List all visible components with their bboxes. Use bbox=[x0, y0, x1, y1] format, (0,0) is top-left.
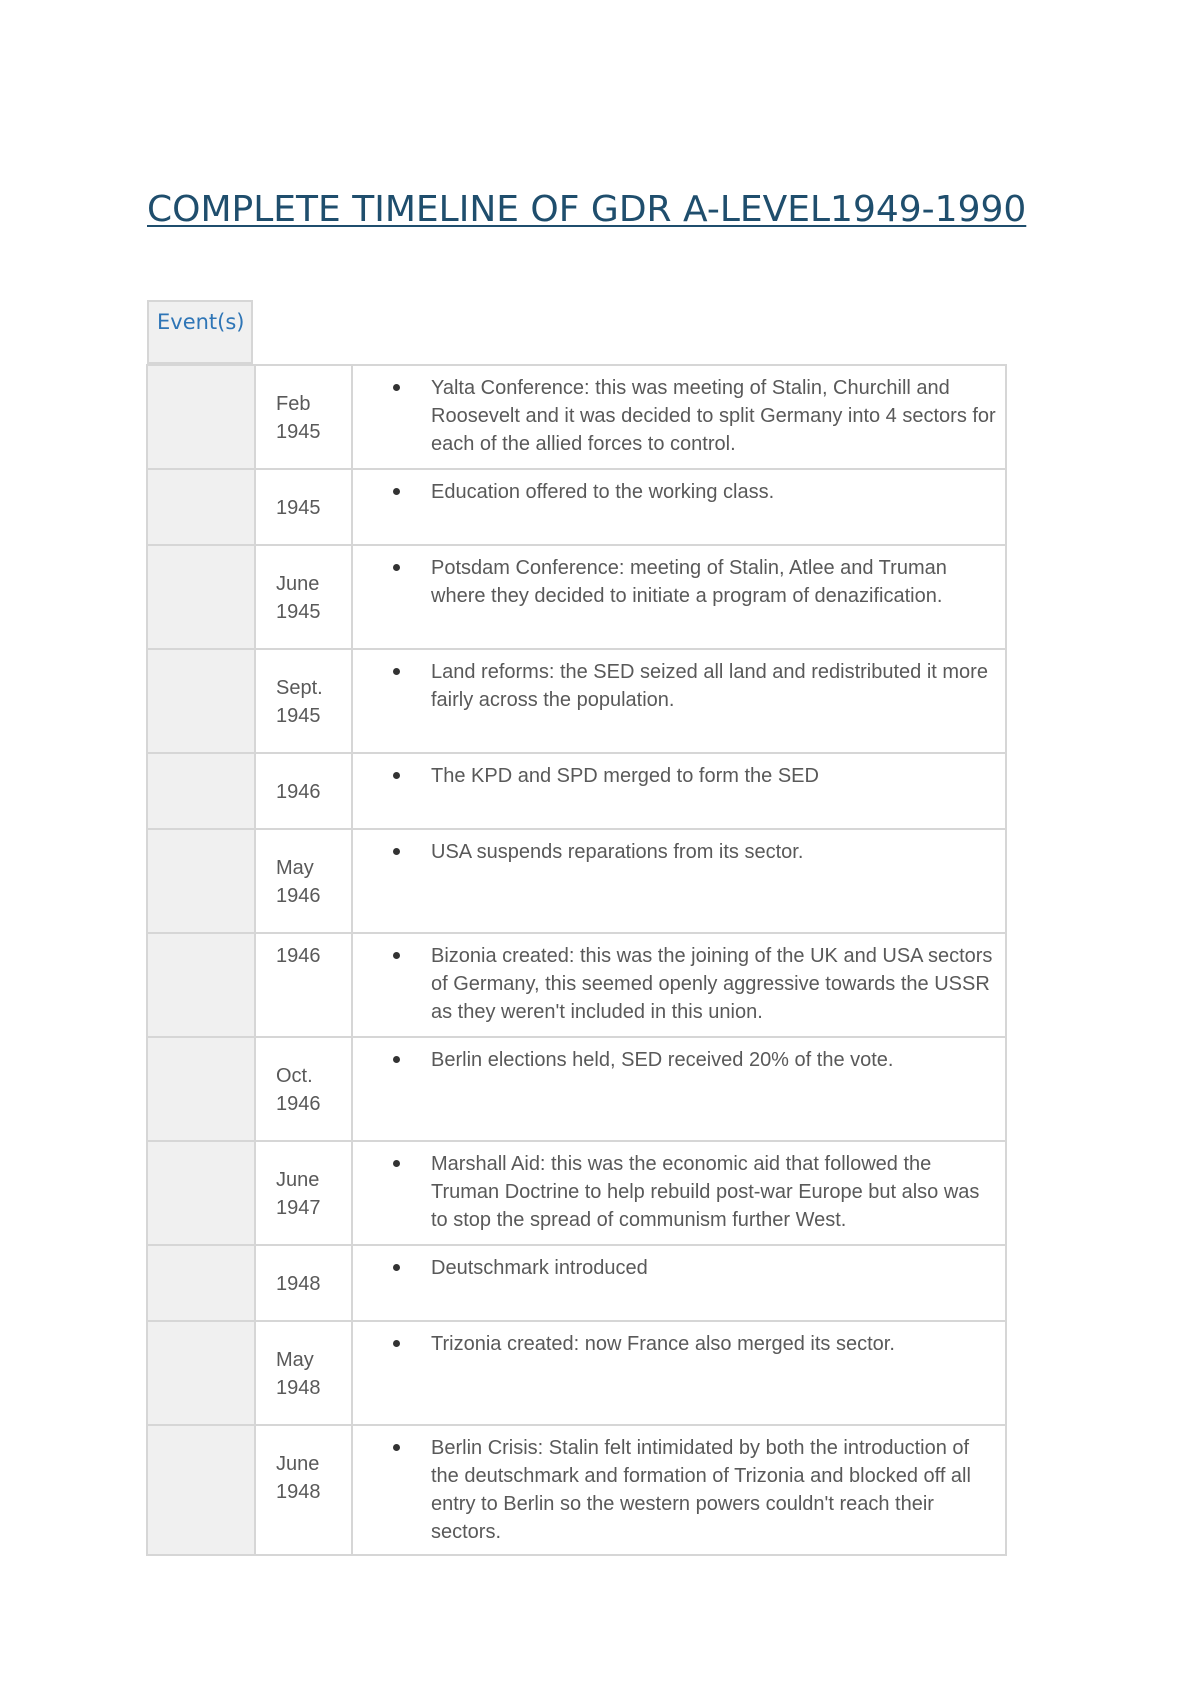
bullet-icon bbox=[393, 1264, 400, 1271]
event-text: The KPD and SPD merged to form the SED bbox=[431, 765, 819, 787]
date-text: June 1947 bbox=[276, 1169, 321, 1219]
date-cell bbox=[255, 829, 352, 933]
event-cell bbox=[352, 1141, 1006, 1245]
event-text: Marshall Aid: this was the economic aid that followed the Truman Doctrine to help rebuild post-war Europe but also was to stop the spread of communism further West. bbox=[431, 1153, 980, 1231]
date-text: Feb 1945 bbox=[276, 393, 321, 443]
date-cell bbox=[255, 753, 352, 829]
event-text: Berlin Crisis: Stalin felt intimidated by both the introduction of the deutschmark and formation of Trizonia and blocked off all entry to Berlin so the western powers couldn't reach their sectors. bbox=[431, 1437, 971, 1543]
table-row bbox=[147, 1245, 1006, 1321]
event-text: Land reforms: the SED seized all land and redistributed it more fairly across the population. bbox=[431, 661, 988, 711]
table-row bbox=[147, 545, 1006, 649]
bullet-icon bbox=[393, 772, 400, 779]
page-title: COMPLETE TIMELINE OF GDR A-LEVEL1949-1990 bbox=[147, 189, 1027, 230]
event-cell bbox=[352, 1037, 1006, 1141]
date-cell bbox=[255, 1425, 352, 1555]
bullet-icon bbox=[393, 384, 400, 391]
bullet-icon bbox=[393, 488, 400, 495]
blank-cell bbox=[147, 933, 255, 1037]
table-row bbox=[147, 753, 1006, 829]
date-text: Oct. 1946 bbox=[276, 1065, 321, 1115]
event-cell bbox=[352, 545, 1006, 649]
blank-cell bbox=[147, 545, 255, 649]
event-text: Trizonia created: now France also merged its sector. bbox=[431, 1333, 895, 1355]
event-cell bbox=[352, 753, 1006, 829]
date-text: 1946 bbox=[276, 781, 321, 803]
event-text: Potsdam Conference: meeting of Stalin, Atlee and Truman where they decided to initiate a program of denazification. bbox=[431, 557, 947, 607]
blank-cell bbox=[147, 1245, 255, 1321]
date-text: May 1948 bbox=[276, 1349, 321, 1399]
blank-cell bbox=[147, 649, 255, 753]
table-row bbox=[147, 829, 1006, 933]
date-text: 1945 bbox=[276, 497, 321, 519]
date-cell bbox=[255, 1321, 352, 1425]
table-row bbox=[147, 1425, 1006, 1555]
bullet-icon bbox=[393, 1160, 400, 1167]
table-row bbox=[147, 933, 1006, 1037]
table-row bbox=[147, 649, 1006, 753]
blank-cell bbox=[147, 829, 255, 933]
bullet-icon bbox=[393, 1056, 400, 1063]
timeline-table bbox=[146, 364, 1007, 1556]
date-text: May 1946 bbox=[276, 857, 321, 907]
bullet-icon bbox=[393, 564, 400, 571]
bullet-icon bbox=[393, 1444, 400, 1451]
event-cell bbox=[352, 1425, 1006, 1555]
event-cell bbox=[352, 933, 1006, 1037]
event-text: Yalta Conference: this was meeting of Stalin, Churchill and Roosevelt and it was decided to split Germany into 4 sectors for each of the allied forces to control. bbox=[431, 377, 996, 455]
table-row bbox=[147, 469, 1006, 545]
bullet-icon bbox=[393, 1340, 400, 1347]
bullet-icon bbox=[393, 668, 400, 675]
date-text: 1948 bbox=[276, 1273, 321, 1295]
event-text: Bizonia created: this was the joining of the UK and USA sectors of Germany, this seemed openly aggressive towards the USSR as they weren't included in this union. bbox=[431, 945, 993, 1023]
event-text: Deutschmark introduced bbox=[431, 1257, 648, 1279]
date-cell bbox=[255, 1037, 352, 1141]
date-cell bbox=[255, 649, 352, 753]
bullet-icon bbox=[393, 848, 400, 855]
bullet-icon bbox=[393, 952, 400, 959]
event-text: Berlin elections held, SED received 20% of the vote. bbox=[431, 1049, 894, 1071]
date-text: June 1948 bbox=[276, 1453, 321, 1503]
date-cell bbox=[255, 469, 352, 545]
table-row bbox=[147, 1141, 1006, 1245]
table-row bbox=[147, 1037, 1006, 1141]
blank-cell bbox=[147, 1425, 255, 1555]
event-cell bbox=[352, 1321, 1006, 1425]
blank-cell bbox=[147, 753, 255, 829]
blank-cell bbox=[147, 1321, 255, 1425]
date-cell bbox=[255, 545, 352, 649]
event-cell bbox=[352, 1245, 1006, 1321]
date-text: June 1945 bbox=[276, 573, 321, 623]
blank-cell bbox=[147, 1037, 255, 1141]
date-cell bbox=[255, 933, 352, 1037]
date-text: 1946 bbox=[276, 945, 321, 967]
table-row bbox=[147, 1321, 1006, 1425]
table-row bbox=[147, 365, 1006, 469]
event-text: Education offered to the working class. bbox=[431, 481, 775, 503]
date-cell bbox=[255, 1141, 352, 1245]
date-cell bbox=[255, 365, 352, 469]
blank-cell bbox=[147, 1141, 255, 1245]
blank-cell bbox=[147, 365, 255, 469]
event-cell bbox=[352, 829, 1006, 933]
date-text: Sept. 1945 bbox=[276, 677, 323, 727]
event-text: USA suspends reparations from its sector. bbox=[431, 841, 804, 863]
event-cell bbox=[352, 469, 1006, 545]
date-cell bbox=[255, 1245, 352, 1321]
event-cell bbox=[352, 365, 1006, 469]
event-cell bbox=[352, 649, 1006, 753]
table-header-events: Event(s) bbox=[147, 300, 253, 364]
blank-cell bbox=[147, 469, 255, 545]
